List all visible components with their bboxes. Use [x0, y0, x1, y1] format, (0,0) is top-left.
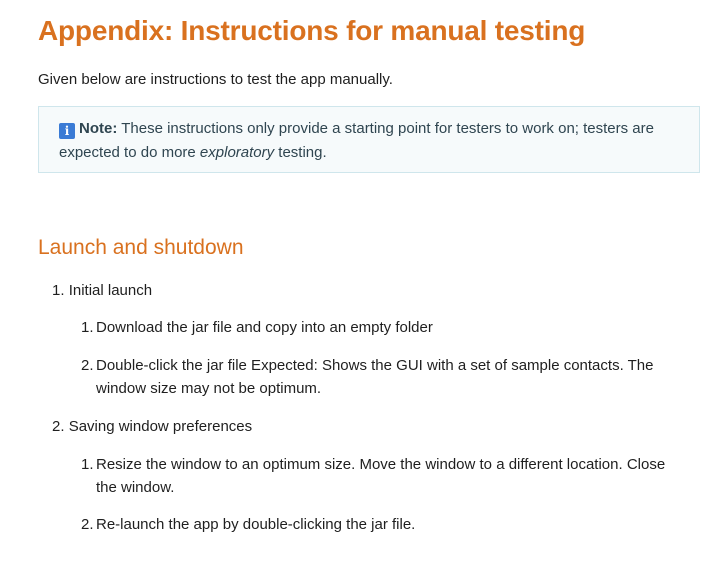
list-subitem [81, 453, 666, 499]
page-title: Appendix: Instructions for manual testing [38, 15, 586, 46]
list-subitem-text: Double-click the jar file Expected: Shows the GUI with a set of sample contacts. The window size may not be optimum. [96, 357, 654, 397]
list-item [52, 415, 252, 438]
list-item-number: 1. [52, 282, 65, 299]
list-subitem [81, 316, 666, 339]
list-item [52, 279, 152, 302]
intro-paragraph: Given below are instructions to test the app manually. [38, 71, 393, 88]
list-subitem-text: Resize the window to an optimum size. Move the window to a different location. Close the window. [96, 456, 666, 496]
note-text: These instructions only provide a starting point for testers to work on; testers are expected to do more [59, 120, 654, 161]
list-subitem [81, 354, 666, 400]
list-subitem-number: 2. [81, 357, 94, 374]
list-item-label: Saving window preferences [68, 418, 253, 435]
list-item-label: Initial launch [68, 282, 153, 299]
list-item-number: 2. [52, 418, 65, 435]
note-emphasis: exploratory [199, 144, 275, 161]
list-subitem-number: 1. [81, 456, 94, 473]
list-subitem-text: Download the jar file and copy into an empty folder [96, 319, 433, 336]
section-heading: Launch and shutdown [38, 236, 244, 259]
note-text-end: testing. [274, 144, 327, 161]
list-subitem-number: 1. [81, 319, 94, 336]
note-label: Note: [79, 120, 118, 137]
list-subitem [81, 513, 666, 536]
list-subitem-text: Re-launch the app by double-clicking the jar file. [96, 516, 416, 533]
list-subitem-number: 2. [81, 516, 94, 533]
note-box [38, 106, 700, 173]
info-icon: i [59, 123, 75, 139]
